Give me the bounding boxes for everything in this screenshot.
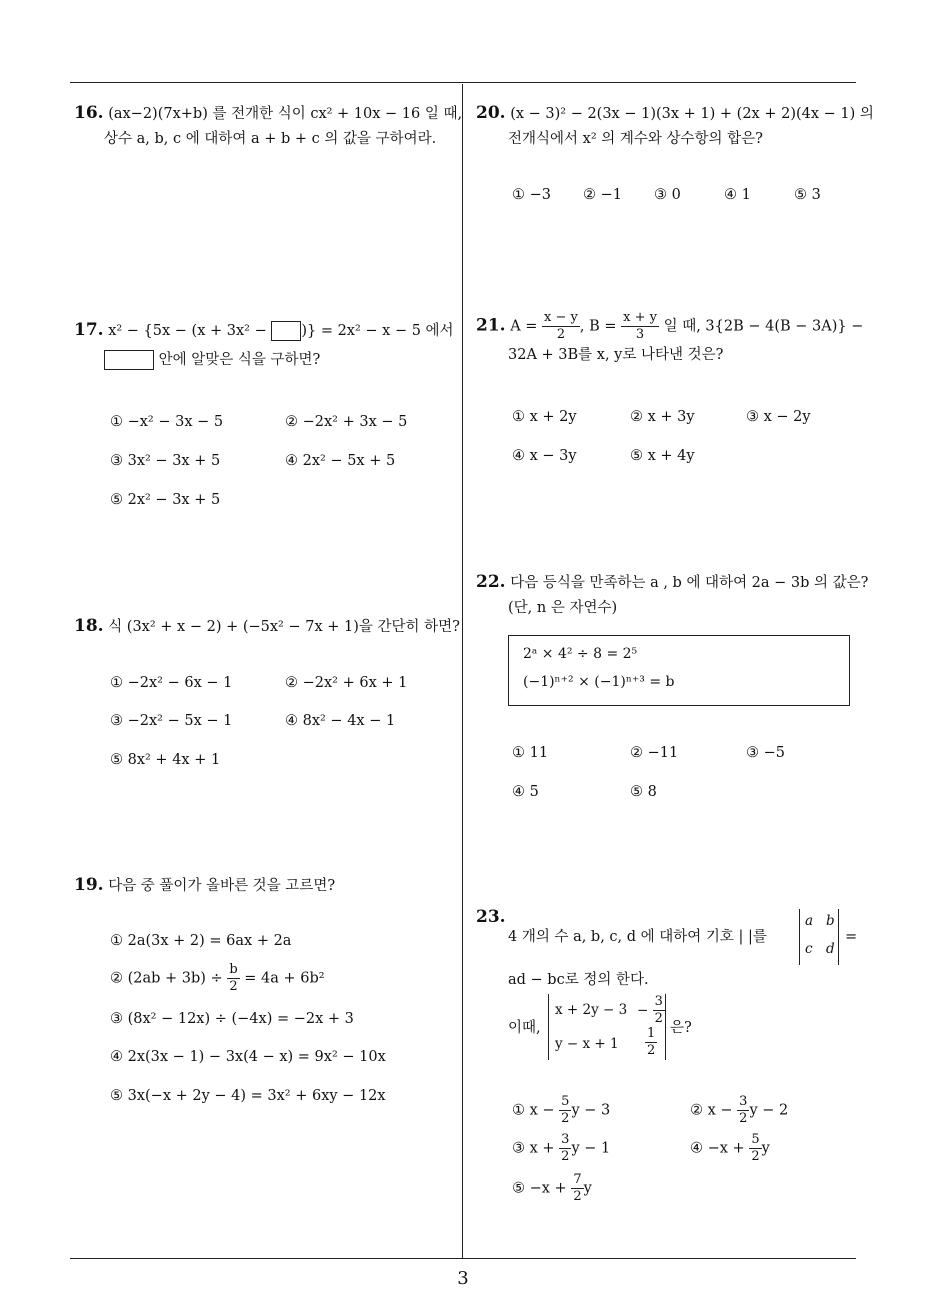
equation-box	[508, 635, 850, 706]
question-23-line3	[508, 1016, 541, 1041]
equals-sign: =	[845, 929, 858, 945]
question-21	[476, 310, 864, 368]
question-16	[74, 101, 463, 152]
question-text-line1: (x − 3)² − 2(3x − 1)(3x + 1) + (2x + 2)(4x − 1) 의	[510, 106, 874, 122]
fraction-numerator: 3	[561, 1132, 570, 1147]
option-5[interactable]: ⑤ 8x² + 4x + 1	[110, 752, 221, 768]
fraction	[749, 1132, 761, 1165]
question-text-line1: 다음 중 풀이가 올바른 것을 고르면?	[108, 878, 336, 894]
question-18	[74, 614, 459, 640]
fraction-denominator: 2	[561, 1111, 570, 1126]
question-23-line1	[508, 925, 767, 950]
option-text-a: ① x −	[512, 1102, 555, 1119]
matrix-cell-11: x + 2y − 3	[555, 1002, 628, 1018]
option-2[interactable]	[690, 1094, 788, 1127]
fraction	[737, 1094, 749, 1127]
fraction-numerator: 7	[573, 1172, 582, 1187]
option-3[interactable]: ③ (8x² − 12x) ÷ (−4x) = −2x + 3	[110, 1011, 354, 1027]
fraction	[559, 1132, 571, 1165]
option-4[interactable]	[690, 1132, 770, 1165]
option-3[interactable]: ③ −5	[746, 745, 785, 761]
option-text-a: ③ x +	[512, 1140, 555, 1157]
question-text-line2: ad − bc로 정의 한다.	[508, 972, 649, 988]
fraction-denominator: 2	[573, 1189, 582, 1204]
option-2[interactable]: ② x + 3y	[630, 409, 695, 425]
option-4[interactable]: ④ 2x(3x − 1) − 3x(4 − x) = 9x² − 10x	[110, 1049, 386, 1065]
fraction-numerator: x − y	[544, 310, 578, 325]
question-text-line1b: )} = 2x² − x − 5 에서	[301, 323, 454, 339]
option-4[interactable]: ④ 1	[724, 187, 751, 203]
option-5[interactable]: ⑤ 2x² − 3x + 5	[110, 492, 221, 508]
question-text-line2: 안에 알맞은 식을 구하면?	[158, 352, 321, 368]
fraction-numerator: 3	[739, 1094, 748, 1109]
page-number: 3	[457, 1268, 469, 1289]
option-5[interactable]: ⑤ 3x(−x + 2y − 4) = 3x² + 6xy − 12x	[110, 1088, 386, 1104]
det-d: d	[826, 941, 835, 957]
fraction-denominator: 2	[647, 1043, 656, 1058]
minus-sign: −	[637, 1002, 649, 1019]
bottom-rule	[70, 1258, 856, 1259]
option-3[interactable]	[512, 1132, 610, 1165]
fraction-a	[542, 310, 580, 343]
option-5[interactable]: ⑤ x + 4y	[630, 448, 695, 464]
question-text-line1: 다음 등식을 만족하는 a , b 에 대하여 2a − 3b 의 값은?	[510, 575, 869, 591]
option-2-text-b: = 4a + 6b²	[244, 970, 325, 987]
option-1[interactable]: ① 2a(3x + 2) = 6ax + 2a	[110, 933, 292, 949]
var-a-label: A =	[510, 318, 538, 335]
fraction-b	[621, 310, 659, 343]
question-text-line3: 이때,	[508, 1020, 541, 1036]
option-1[interactable]: ① −2x² − 6x − 1	[110, 675, 233, 691]
determinant-symbol	[799, 909, 839, 965]
option-text-b: y	[761, 1140, 770, 1157]
option-5[interactable]: ⑤ 8	[630, 784, 657, 800]
column-divider	[462, 84, 463, 1259]
option-4[interactable]: ④ 5	[512, 784, 539, 800]
option-text-b: y − 3	[571, 1102, 611, 1119]
option-text-a: ④ −x +	[690, 1140, 745, 1157]
option-text-a: ⑤ −x +	[512, 1180, 567, 1197]
question-text-rest: 일 때, 3{2B − 4(B − 3A)} −	[663, 318, 864, 335]
option-text-b: y	[583, 1180, 592, 1197]
question-text-line3b: 은?	[670, 1020, 692, 1036]
fraction-numerator: b	[229, 962, 238, 977]
question-text-line2: 전개식에서 x² 의 계수와 상수항의 합은?	[508, 131, 763, 147]
question-17	[74, 318, 459, 373]
det-a: a	[805, 913, 814, 929]
option-2[interactable]: ② −2x² + 6x + 1	[285, 675, 408, 691]
question-number: 19.	[74, 875, 104, 895]
fraction	[571, 1172, 583, 1205]
fraction-numerator: 1	[647, 1026, 656, 1041]
fraction	[645, 1026, 657, 1059]
fraction	[559, 1094, 571, 1127]
equation-line2: (−1)ⁿ⁺² × (−1)ⁿ⁺³ = b	[523, 674, 675, 690]
option-3[interactable]: ③ 3x² − 3x + 5	[110, 453, 221, 469]
question-number: 18.	[74, 616, 104, 636]
question-23-line3b	[670, 1016, 692, 1041]
question-text-line1a: x² − {5x − (x + 3x² −	[108, 323, 267, 339]
option-2[interactable]	[110, 962, 325, 995]
question-number: 21.	[476, 315, 506, 336]
option-4[interactable]: ④ x − 3y	[512, 448, 577, 464]
fraction-denominator: 2	[751, 1149, 760, 1164]
det-b: b	[826, 913, 835, 929]
option-text-b: y − 2	[749, 1102, 789, 1119]
question-23-line2	[508, 968, 649, 993]
question-text-line1: (ax−2)(7x+b) 를 전개한 식이 cx² + 10x − 16 일 때,	[108, 106, 463, 122]
option-4[interactable]: ④ 2x² − 5x + 5	[285, 453, 396, 469]
option-4[interactable]: ④ 8x² − 4x − 1	[285, 713, 396, 729]
question-number: 22.	[476, 572, 506, 592]
question-number: 20.	[476, 103, 506, 123]
option-5[interactable]	[512, 1172, 592, 1205]
fraction-denominator: 3	[635, 327, 645, 342]
question-number: 23.	[476, 907, 506, 927]
option-1[interactable]: ① −x² − 3x − 5	[110, 414, 224, 430]
top-rule	[70, 82, 856, 83]
question-20	[476, 101, 874, 152]
option-1[interactable]: ① −3	[512, 187, 551, 203]
fraction-numerator: x + y	[623, 310, 657, 325]
matrix-cell-22	[645, 1026, 657, 1059]
fraction	[227, 962, 239, 995]
option-3[interactable]: ③ x − 2y	[746, 409, 811, 425]
answer-blank-box	[104, 350, 154, 370]
question-text-line1a: 4 개의 수 a, b, c, d 에 대하여 기호 | |를	[508, 929, 767, 945]
var-b-label: , B =	[579, 318, 617, 335]
fraction-denominator: 2	[561, 1149, 570, 1164]
question-number: 17.	[74, 320, 104, 340]
option-3[interactable]: ③ 0	[654, 187, 681, 203]
fraction-denominator: 2	[229, 979, 238, 994]
question-23-eq	[845, 925, 857, 950]
option-text-a: ② x −	[690, 1102, 733, 1119]
question-text-line1: 식 (3x² + x − 2) + (−5x² − 7x + 1)을 간단히 하면?	[108, 619, 460, 635]
question-19	[74, 873, 459, 899]
fraction-numerator: 3	[654, 994, 663, 1009]
option-1[interactable]	[512, 1094, 610, 1127]
option-3[interactable]: ③ −2x² − 5x − 1	[110, 713, 233, 729]
matrix-cell-21: y − x + 1	[555, 1036, 619, 1052]
answer-blank-box	[271, 321, 301, 341]
question-22	[476, 570, 869, 621]
option-5[interactable]: ⑤ 3	[794, 187, 821, 203]
fraction-numerator: 5	[561, 1094, 570, 1109]
option-text-b: y − 1	[571, 1140, 611, 1157]
option-2[interactable]: ② −2x² + 3x − 5	[285, 414, 408, 430]
equation-line1: 2ᵃ × 4² ÷ 8 = 2⁵	[523, 646, 638, 662]
fraction-denominator: 2	[556, 327, 566, 342]
question-text-line2: 상수 a, b, c 에 대하여 a + b + c 의 값을 구하여라.	[104, 131, 437, 147]
determinant-matrix	[548, 994, 666, 1060]
fraction-denominator: 2	[739, 1111, 748, 1126]
option-1[interactable]: ① x + 2y	[512, 409, 577, 425]
question-number: 16.	[74, 103, 104, 123]
option-2-text-a: ② (2ab + 3b) ÷	[110, 970, 223, 987]
question-text-line2: (단, n 은 자연수)	[508, 600, 618, 616]
question-text-line2: 32A + 3B를 x, y로 나타낸 것은?	[508, 347, 724, 363]
fraction	[653, 994, 665, 1027]
option-2[interactable]: ② −11	[630, 745, 679, 761]
det-c: c	[805, 941, 813, 957]
fraction-numerator: 5	[751, 1132, 760, 1147]
option-1[interactable]: ① 11	[512, 745, 549, 761]
fraction-denominator: 2	[654, 1011, 663, 1026]
option-2[interactable]: ② −1	[583, 187, 622, 203]
matrix-cell-12	[637, 994, 665, 1027]
